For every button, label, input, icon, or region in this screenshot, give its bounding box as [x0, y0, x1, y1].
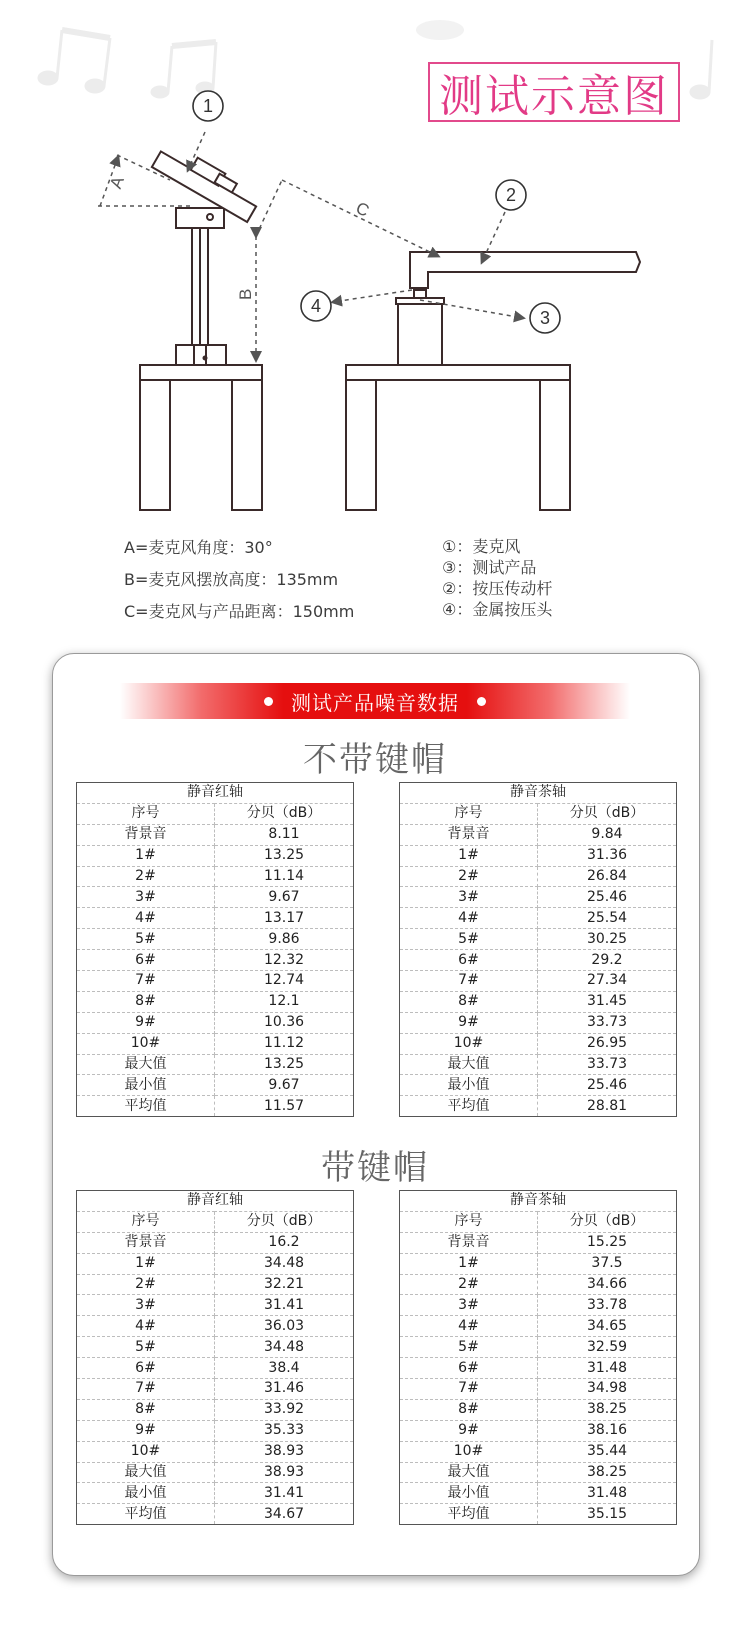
table-row	[400, 1054, 677, 1075]
decibel-value: 31.36	[538, 845, 677, 866]
column-header: 序号	[77, 803, 215, 824]
decibel-value: 26.95	[538, 1033, 677, 1054]
row-label: 5#	[400, 929, 538, 950]
section-title-no-keycap: 不带键帽	[303, 740, 447, 780]
decibel-value: 10.36	[215, 1012, 354, 1033]
row-label: 3#	[77, 887, 215, 908]
decibel-value: 12.74	[215, 971, 354, 992]
table-row	[77, 1033, 354, 1054]
row-label: 8#	[400, 1399, 538, 1420]
row-label: 8#	[77, 991, 215, 1012]
row-label: 3#	[77, 1295, 215, 1316]
decibel-value: 9.86	[215, 929, 354, 950]
decibel-value: 9.67	[215, 1075, 354, 1096]
row-label: 2#	[77, 1274, 215, 1295]
table-row	[77, 1483, 354, 1504]
row-label: 5#	[400, 1337, 538, 1358]
table-row	[400, 1504, 677, 1525]
table-row	[400, 950, 677, 971]
decibel-value: 25.54	[538, 908, 677, 929]
row-label: 6#	[77, 1358, 215, 1379]
data-table	[76, 782, 354, 1117]
row-label: 10#	[400, 1441, 538, 1462]
svg-text:1: 1	[202, 96, 214, 116]
row-label: 7#	[400, 1379, 538, 1400]
table-row	[400, 1033, 677, 1054]
table-row	[400, 1253, 677, 1274]
row-label: 10#	[77, 1033, 215, 1054]
decibel-value: 11.14	[215, 866, 354, 887]
row-label: 平均值	[400, 1504, 538, 1525]
legend-components	[442, 536, 552, 620]
legend-item: ④：金属按压头	[442, 600, 553, 619]
table-row	[400, 1075, 677, 1096]
table-row	[77, 1441, 354, 1462]
decibel-value: 9.84	[538, 824, 677, 845]
row-label: 8#	[77, 1399, 215, 1420]
table-row	[400, 1462, 677, 1483]
decibel-value: 38.16	[538, 1420, 677, 1441]
table-row	[400, 824, 677, 845]
legend-item: ③：测试产品	[442, 558, 537, 577]
svg-text:2: 2	[505, 185, 517, 205]
row-label: 6#	[400, 1358, 538, 1379]
decibel-value: 38.25	[538, 1399, 677, 1420]
table-row	[77, 908, 354, 929]
data-table	[76, 1190, 354, 1525]
column-header: 序号	[77, 1211, 215, 1232]
decibel-value: 31.41	[215, 1483, 354, 1504]
table-row	[77, 824, 354, 845]
table-row	[77, 887, 354, 908]
decibel-value: 16.2	[215, 1232, 354, 1253]
row-label: 10#	[77, 1441, 215, 1462]
decibel-value: 38.93	[215, 1462, 354, 1483]
row-label: 最小值	[77, 1075, 215, 1096]
table-row	[77, 1462, 354, 1483]
table-row	[400, 1274, 677, 1295]
page-title: 测试示意图	[428, 62, 680, 122]
label-a: A	[106, 174, 128, 192]
decibel-value: 33.92	[215, 1399, 354, 1420]
table-row	[77, 1012, 354, 1033]
table-row	[400, 1337, 677, 1358]
decibel-value: 33.78	[538, 1295, 677, 1316]
row-label: 4#	[400, 1316, 538, 1337]
data-table	[399, 1190, 677, 1525]
row-label: 最小值	[400, 1075, 538, 1096]
table-row	[400, 1399, 677, 1420]
left-table-top	[140, 365, 262, 380]
row-label: 背景音	[400, 1232, 538, 1253]
table-row	[77, 971, 354, 992]
decibel-value: 31.41	[215, 1295, 354, 1316]
table-row	[400, 1295, 677, 1316]
svg-text:3: 3	[539, 308, 551, 328]
decibel-value: 31.48	[538, 1483, 677, 1504]
row-label: 4#	[400, 908, 538, 929]
table-row	[400, 908, 677, 929]
row-label: 1#	[400, 1253, 538, 1274]
right-table-leg	[346, 380, 376, 510]
legend-item: A=麦克风角度：30°	[124, 538, 273, 557]
table-row	[77, 1054, 354, 1075]
table-row	[400, 929, 677, 950]
row-label: 最小值	[400, 1483, 538, 1504]
right-table-top	[346, 365, 570, 380]
row-label: 背景音	[77, 1232, 215, 1253]
svg-text:4: 4	[310, 296, 322, 316]
row-label: 5#	[77, 1337, 215, 1358]
row-label: 背景音	[77, 824, 215, 845]
right-table-leg	[540, 380, 570, 510]
row-label: 1#	[400, 845, 538, 866]
row-label: 2#	[77, 866, 215, 887]
row-label: 4#	[77, 1316, 215, 1337]
mic-holder	[176, 208, 224, 228]
row-label: 平均值	[77, 1504, 215, 1525]
table-row	[77, 1316, 354, 1337]
table-row	[77, 1096, 354, 1117]
data-table	[399, 782, 677, 1117]
row-label: 9#	[77, 1012, 215, 1033]
row-label: 7#	[77, 1379, 215, 1400]
table-row	[400, 1096, 677, 1117]
label-c: C	[352, 198, 373, 221]
decibel-value: 28.81	[586, 1097, 628, 1114]
table-row	[400, 1483, 677, 1504]
row-label: 1#	[77, 1253, 215, 1274]
decibel-value: 35.15	[586, 1505, 628, 1522]
left-table-leg	[140, 380, 170, 510]
row-label: 最大值	[77, 1054, 215, 1075]
row-label: 最大值	[400, 1462, 538, 1483]
row-label: 8#	[400, 991, 538, 1012]
table-row	[77, 1232, 354, 1253]
decibel-value: 30.25	[538, 929, 677, 950]
row-label: 6#	[400, 950, 538, 971]
table-row	[400, 866, 677, 887]
row-label: 7#	[77, 971, 215, 992]
bullet-dot-icon	[264, 697, 273, 706]
table-row	[77, 1504, 354, 1525]
decibel-value: 34.48	[215, 1337, 354, 1358]
legend-item: C=麦克风与产品距离：150mm	[124, 602, 355, 621]
table-row	[77, 1420, 354, 1441]
table-caption: 静音红轴	[77, 1191, 354, 1212]
row-label: 7#	[400, 971, 538, 992]
row-label: 2#	[400, 866, 538, 887]
decibel-value: 13.17	[215, 908, 354, 929]
table-row	[77, 845, 354, 866]
decibel-value: 11.57	[263, 1097, 305, 1114]
decibel-value: 34.65	[538, 1316, 677, 1337]
decibel-value: 12.32	[215, 950, 354, 971]
decibel-value: 12.1	[215, 991, 354, 1012]
decibel-value: 27.34	[538, 971, 677, 992]
row-label: 4#	[77, 908, 215, 929]
table-row	[400, 1012, 677, 1033]
legend-item: B=麦克风摆放高度：135mm	[124, 570, 339, 589]
column-header: 分贝（dB）	[538, 803, 677, 824]
decibel-value: 31.46	[215, 1379, 354, 1400]
row-label: 6#	[77, 950, 215, 971]
table-row	[77, 1075, 354, 1096]
legend-dimensions	[124, 532, 354, 628]
decibel-value: 32.21	[215, 1274, 354, 1295]
table-row	[77, 1295, 354, 1316]
table-row	[77, 950, 354, 971]
table-row	[400, 1358, 677, 1379]
decibel-value: 13.25	[215, 1054, 354, 1075]
decibel-value: 25.46	[538, 887, 677, 908]
test-product	[398, 302, 442, 365]
decibel-value: 34.98	[538, 1379, 677, 1400]
decibel-value: 26.84	[538, 866, 677, 887]
decibel-value: 9.67	[215, 887, 354, 908]
decibel-value: 34.66	[538, 1274, 677, 1295]
table-row	[77, 1399, 354, 1420]
column-header: 分贝（dB）	[215, 1211, 354, 1232]
table-row	[77, 1253, 354, 1274]
decibel-value: 35.44	[538, 1441, 677, 1462]
table-row	[77, 1358, 354, 1379]
row-label: 背景音	[400, 824, 538, 845]
row-label: 最大值	[77, 1462, 215, 1483]
row-label: 2#	[400, 1274, 538, 1295]
decibel-value: 8.11	[215, 824, 354, 845]
table-row	[77, 1379, 354, 1400]
table-caption: 静音茶轴	[400, 1191, 677, 1212]
decibel-value: 11.12	[215, 1033, 354, 1054]
table-row	[77, 991, 354, 1012]
table-row	[77, 929, 354, 950]
left-table-leg	[232, 380, 262, 510]
decibel-value: 32.59	[538, 1337, 677, 1358]
table-caption: 静音茶轴	[400, 783, 677, 804]
column-header: 序号	[400, 1211, 538, 1232]
row-label: 9#	[77, 1420, 215, 1441]
row-label: 平均值	[77, 1096, 215, 1117]
column-header: 序号	[400, 803, 538, 824]
decibel-value: 38.93	[215, 1441, 354, 1462]
table-row	[400, 845, 677, 866]
row-label: 3#	[400, 887, 538, 908]
decibel-value: 34.67	[263, 1505, 305, 1522]
legend-item: ①：麦克风	[442, 537, 521, 556]
test-setup-diagram	[0, 0, 750, 520]
decibel-value: 37.5	[538, 1253, 677, 1274]
legend-item: ②：按压传动杆	[442, 579, 553, 598]
table-row	[400, 1232, 677, 1253]
row-label: 最小值	[77, 1483, 215, 1504]
row-label: 平均值	[400, 1096, 538, 1117]
decibel-value: 29.2	[538, 950, 677, 971]
decibel-value: 31.48	[538, 1358, 677, 1379]
table-row	[77, 1337, 354, 1358]
decibel-value: 36.03	[215, 1316, 354, 1337]
decibel-value: 15.25	[538, 1232, 677, 1253]
decibel-value: 38.4	[215, 1358, 354, 1379]
row-label: 最大值	[400, 1054, 538, 1075]
table-row	[400, 1420, 677, 1441]
table-row	[400, 1441, 677, 1462]
table-row	[400, 887, 677, 908]
decibel-value: 33.73	[538, 1054, 677, 1075]
table-row	[400, 991, 677, 1012]
row-label: 3#	[400, 1295, 538, 1316]
table-row	[77, 866, 354, 887]
bullet-dot-icon	[477, 697, 486, 706]
column-header: 分贝（dB）	[538, 1211, 677, 1232]
column-header: 分贝（dB）	[215, 803, 354, 824]
row-label: 1#	[77, 845, 215, 866]
decibel-value: 34.48	[215, 1253, 354, 1274]
table-caption: 静音红轴	[77, 783, 354, 804]
data-banner	[120, 683, 630, 719]
decibel-value: 31.45	[538, 991, 677, 1012]
table-row	[400, 971, 677, 992]
row-label: 9#	[400, 1420, 538, 1441]
decibel-value: 13.25	[215, 845, 354, 866]
table-row	[400, 1316, 677, 1337]
row-label: 5#	[77, 929, 215, 950]
label-b: B	[236, 288, 255, 300]
section-title-with-keycap: 带键帽	[321, 1148, 429, 1188]
decibel-value: 38.25	[538, 1462, 677, 1483]
decibel-value: 25.46	[538, 1075, 677, 1096]
banner-title: 测试产品噪音数据	[291, 690, 459, 715]
row-label: 10#	[400, 1033, 538, 1054]
decibel-value: 35.33	[215, 1420, 354, 1441]
row-label: 9#	[400, 1012, 538, 1033]
table-row	[77, 1274, 354, 1295]
press-arm	[410, 252, 640, 288]
decibel-value: 33.73	[538, 1012, 677, 1033]
table-row	[400, 1379, 677, 1400]
